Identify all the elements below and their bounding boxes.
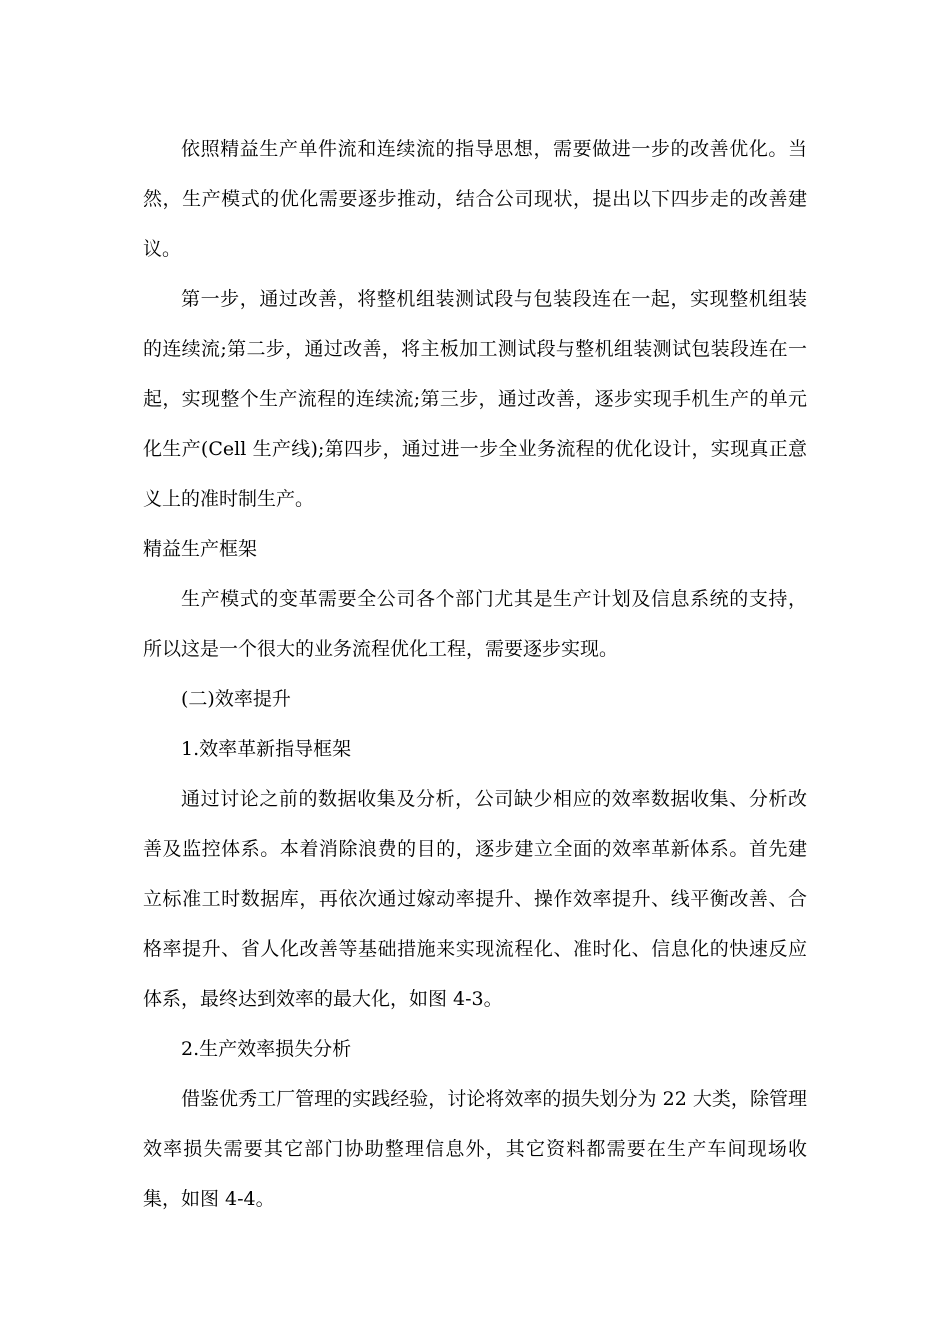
paragraph-transformation-support: 生产模式的变革需要全公司各个部门尤其是生产计划及信息系统的支持，所以这是一个很大的业务流程优化工程，需要逐步实现。: [143, 588, 807, 660]
paragraph-efficiency-system: 通过讨论之前的数据收集及分析，公司缺少相应的效率数据收集、分析改善及监控体系。本着消除浪费的目的，逐步建立全面的效率革新体系。首先建立标准工时数据库，再依次通过嫁动率提升、操作效率提升、线平衡改善、合格率提升、省人化改善等基础措施来实现流程化、准时化、信息化的快速反应体系，最终达到效率的最大化，如图 4-3。: [143, 788, 807, 1010]
section-label-lean-framework: 精益生产框架: [143, 538, 258, 560]
paragraph-intro: 依照精益生产单件流和连续流的指导思想，需要做进一步的改善优化。当然，生产模式的优化需要逐步推动，结合公司现状，提出以下四步走的改善建议。: [143, 138, 807, 260]
heading-efficiency-loss-analysis: 2.生产效率损失分析: [181, 1038, 352, 1060]
paragraph-four-steps: 第一步，通过改善，将整机组装测试段与包装段连在一起，实现整机组装的连续流;第二步，通过改善，将主板加工测试段与整机组装测试包装段连在一起，实现整个生产流程的连续流;第三步，通过改善，逐步实现手机生产的单元化生产(Cell 生产线);第四步，通过进一步全业务流程的优化设计，实现真正意义上的准时制生产。: [143, 288, 807, 510]
heading-efficiency-framework: 1.效率革新指导框架: [181, 738, 352, 760]
document-page: [143, 124, 807, 1224]
heading-efficiency-improvement: (二)效率提升: [181, 688, 291, 710]
paragraph-loss-categories: 借鉴优秀工厂管理的实践经验，讨论将效率的损失划分为 22 大类，除管理效率损失需要其它部门协助整理信息外，其它资料都需要在生产车间现场收集，如图 4-4。: [143, 1088, 807, 1210]
